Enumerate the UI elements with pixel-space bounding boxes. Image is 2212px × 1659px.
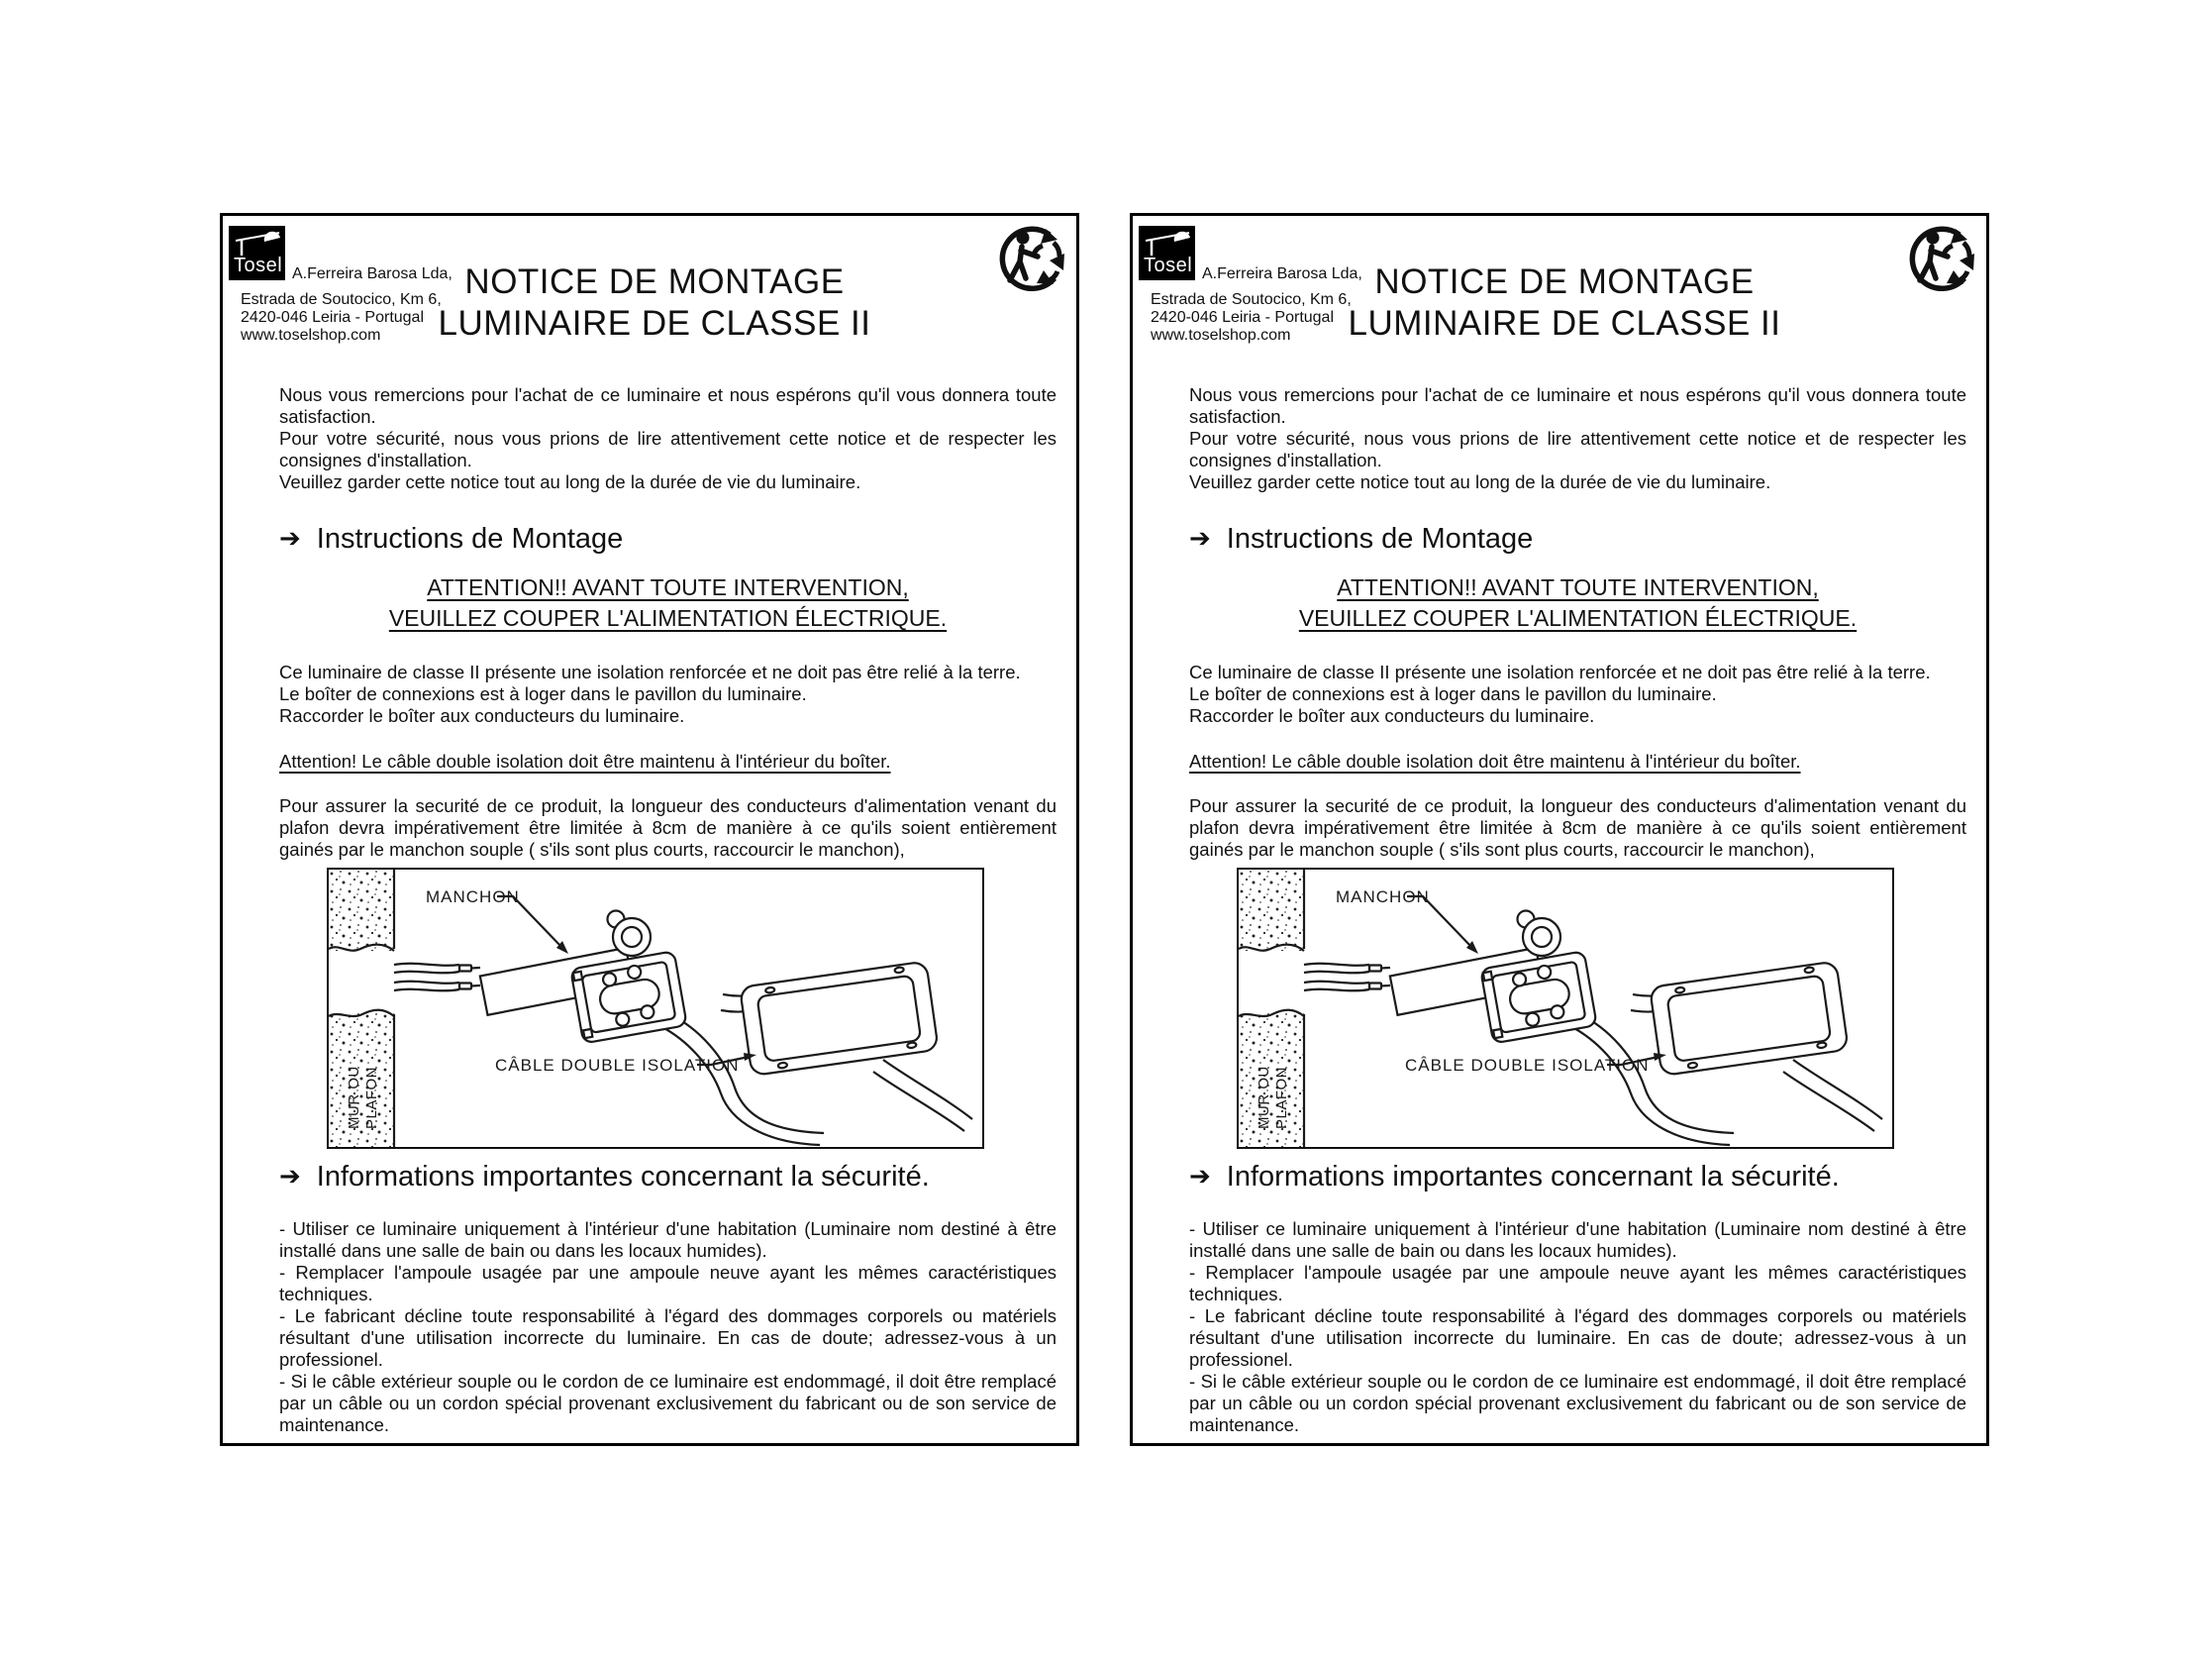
safety-item-2: - Remplacer l'ampoule usagée par une ampoule neuve ayant les mêmes caractéristiques techniques. (279, 1262, 1056, 1304)
arrow-right-icon: ➔ (1189, 1161, 1211, 1191)
arrow-right-icon: ➔ (279, 1161, 301, 1191)
wall-label-line-1: MUR OU (1256, 1066, 1272, 1129)
tosel-lamp-logo-icon (229, 226, 285, 280)
installation-diagram (327, 868, 984, 1149)
wall-label-line-2: PLAFON (363, 1066, 380, 1129)
logo-brand-text: Tosel (234, 255, 283, 276)
notice-page (220, 213, 1079, 1446)
intro-paragraph-2: Pour votre sécurité, nous vous prions de lire attentivement cette notice et de respecter les consignes d'installation. (279, 428, 1056, 470)
montage-heading-text: Instructions de Montage (1226, 523, 1534, 555)
address-line-2: 2420-046 Leiria - Portugal (1151, 309, 1335, 326)
intro-paragraph-1: Nous vous remercions pour l'achat de ce luminaire et nous espérons qu'il vous donnera toute satisfaction. (279, 384, 1056, 427)
installation-diagram-drawing (1239, 870, 1892, 1147)
cable-label: CÂBLE DOUBLE ISOLATION (1405, 1056, 1650, 1075)
manchon-label: MANCHON (1336, 887, 1430, 906)
attention-warning (279, 572, 1056, 634)
safety-item-3: - Le fabricant décline toute responsabilité à l'égard des dommages corporels ou matériels résultant d'une utilisation incorrecte du luminaire. En cas de doute; adressez-vous à un professionel. (279, 1305, 1056, 1370)
montage-section-heading (1189, 523, 1966, 556)
montage-section-heading (279, 523, 1056, 556)
title-line-1: NOTICE DE MONTAGE (1374, 262, 1755, 301)
class2-instructions (279, 662, 1056, 727)
logo-brand-text: Tosel (1144, 255, 1193, 276)
title-line-2: LUMINAIRE DE CLASSE II (1348, 304, 1781, 343)
attention-line-1: ATTENTION!! AVANT TOUTE INTERVENTION, (427, 574, 909, 600)
address-line-1: Estrada de Soutocico, Km 6, (1151, 291, 1352, 308)
class2-line-2: Le boîter de connexions est à loger dans le pavillon du luminaire. (1189, 683, 1717, 704)
safety-item-4: - Si le câble extérieur souple ou le cordon de ce luminaire est endommagé, il doit être remplacé par un câble ou un cordon spécial provenant exclusivement du fabricant ou de son service de maintenance. (279, 1371, 1056, 1435)
wall-label (346, 1066, 380, 1129)
safety-section-heading (1189, 1161, 1966, 1193)
intro-paragraph-3: Veuillez garder cette notice tout au long de la durée de vie du luminaire. (1189, 471, 1771, 492)
class2-line-3: Raccorder le boîter aux conducteurs du luminaire. (279, 705, 685, 726)
company-name: A.Ferreira Barosa Lda, (1202, 265, 1362, 282)
page-title (342, 261, 967, 345)
class2-line-1: Ce luminaire de classe II présente une isolation renforcée et ne doit pas être relié à la terre. (279, 662, 1021, 682)
class2-instructions (1189, 662, 1966, 727)
intro-paragraph-3: Veuillez garder cette notice tout au long de la durée de vie du luminaire. (279, 471, 861, 492)
safety-items (279, 1218, 1056, 1436)
tosel-lamp-logo-icon (1139, 226, 1195, 280)
junction-box-lid (1650, 961, 1849, 1076)
website-text: www.toselshop.com (1151, 327, 1291, 344)
wall-label-line-1: MUR OU (346, 1066, 362, 1129)
wall-label-line-2: PLAFON (1273, 1066, 1290, 1129)
conductor-length-note: Pour assurer la securité de ce produit, la longueur des conducteurs d'alimentation venant du plafon devra impérativement être limitée à 8cm de manière à ce qu'ils soient entièrement gainés par le manchon souple ( s'ils sont plus courts, raccourcir le manchon), (1189, 795, 1966, 860)
installation-diagram (1237, 868, 1894, 1149)
notice-page (1130, 213, 1989, 1446)
safety-heading-text: Informations importantes concernant la sécurité. (1226, 1161, 1840, 1192)
cable-isolation-note: Attention! Le câble double isolation doit être maintenu à l'intérieur du boîter. (279, 751, 891, 772)
class2-line-3: Raccorder le boîter aux conducteurs du luminaire. (1189, 705, 1595, 726)
arrow-right-icon: ➔ (279, 523, 301, 553)
safety-item-1: - Utiliser ce luminaire uniquement à l'intérieur d'une habitation (Luminaire nom destiné à être installé dans une salle de bain ou dans les locaux humides). (279, 1218, 1056, 1261)
triman-recycling-icon (1903, 224, 1982, 297)
safety-items (1189, 1218, 1966, 1436)
intro-paragraphs (1189, 384, 1966, 493)
safety-item-4: - Si le câble extérieur souple ou le cordon de ce luminaire est endommagé, il doit être remplacé par un câble ou un cordon spécial provenant exclusivement du fabricant ou de son service de maintenance. (1189, 1371, 1966, 1435)
class2-line-1: Ce luminaire de classe II présente une isolation renforcée et ne doit pas être relié à la terre. (1189, 662, 1931, 682)
intro-paragraph-2: Pour votre sécurité, nous vous prions de lire attentivement cette notice et de respecter les consignes d'installation. (1189, 428, 1966, 470)
wall-section-upper (1239, 870, 1304, 951)
intro-paragraph-1: Nous vous remercions pour l'achat de ce luminaire et nous espérons qu'il vous donnera toute satisfaction. (1189, 384, 1966, 427)
junction-box-lid (740, 961, 939, 1076)
supply-wires (1304, 964, 1390, 991)
conductor-length-note: Pour assurer la securité de ce produit, la longueur des conducteurs d'alimentation venant du plafon devra impérativement être limitée à 8cm de manière à ce qu'ils soient entièrement gainés par le manchon souple ( s'ils sont plus courts, raccourcir le manchon), (279, 795, 1056, 860)
safety-item-1: - Utiliser ce luminaire uniquement à l'intérieur d'une habitation (Luminaire nom destiné à être installé dans une salle de bain ou dans les locaux humides). (1189, 1218, 1966, 1261)
address-line-1: Estrada de Soutocico, Km 6, (241, 291, 442, 308)
attention-line-1: ATTENTION!! AVANT TOUTE INTERVENTION, (1337, 574, 1819, 600)
montage-heading-text: Instructions de Montage (316, 523, 624, 555)
title-line-1: NOTICE DE MONTAGE (464, 262, 845, 301)
wall-section-upper (329, 870, 394, 951)
address-line-2: 2420-046 Leiria - Portugal (241, 309, 425, 326)
supply-wires (394, 964, 480, 991)
intro-paragraphs (279, 384, 1056, 493)
attention-warning (1189, 572, 1966, 634)
wall-label (1256, 1066, 1290, 1129)
page-header (1133, 216, 1986, 384)
triman-recycling-icon (993, 224, 1072, 297)
installation-diagram-drawing (329, 870, 982, 1147)
arrow-right-icon: ➔ (1189, 523, 1211, 553)
manchon-label: MANCHON (426, 887, 520, 906)
page-body (223, 384, 1076, 1436)
safety-item-2: - Remplacer l'ampoule usagée par une ampoule neuve ayant les mêmes caractéristiques techniques. (1189, 1262, 1966, 1304)
safety-section-heading (279, 1161, 1056, 1193)
title-line-2: LUMINAIRE DE CLASSE II (438, 304, 871, 343)
attention-line-2: VEUILLEZ COUPER L'ALIMENTATION ÉLECTRIQUE. (388, 605, 948, 631)
cable-label: CÂBLE DOUBLE ISOLATION (495, 1056, 740, 1075)
cable-isolation-note: Attention! Le câble double isolation doit être maintenu à l'intérieur du boîter. (1189, 751, 1801, 772)
safety-heading-text: Informations importantes concernant la sécurité. (316, 1161, 930, 1192)
class2-line-2: Le boîter de connexions est à loger dans le pavillon du luminaire. (279, 683, 807, 704)
safety-item-3: - Le fabricant décline toute responsabilité à l'égard des dommages corporels ou matériels résultant d'une utilisation incorrecte du luminaire. En cas de doute; adressez-vous à un professionel. (1189, 1305, 1966, 1370)
page-body (1133, 384, 1986, 1436)
attention-line-2: VEUILLEZ COUPER L'ALIMENTATION ÉLECTRIQUE. (1298, 605, 1858, 631)
company-name: A.Ferreira Barosa Lda, (292, 265, 452, 282)
page-title (1252, 261, 1877, 345)
website-text: www.toselshop.com (241, 327, 381, 344)
page-header (223, 216, 1076, 384)
